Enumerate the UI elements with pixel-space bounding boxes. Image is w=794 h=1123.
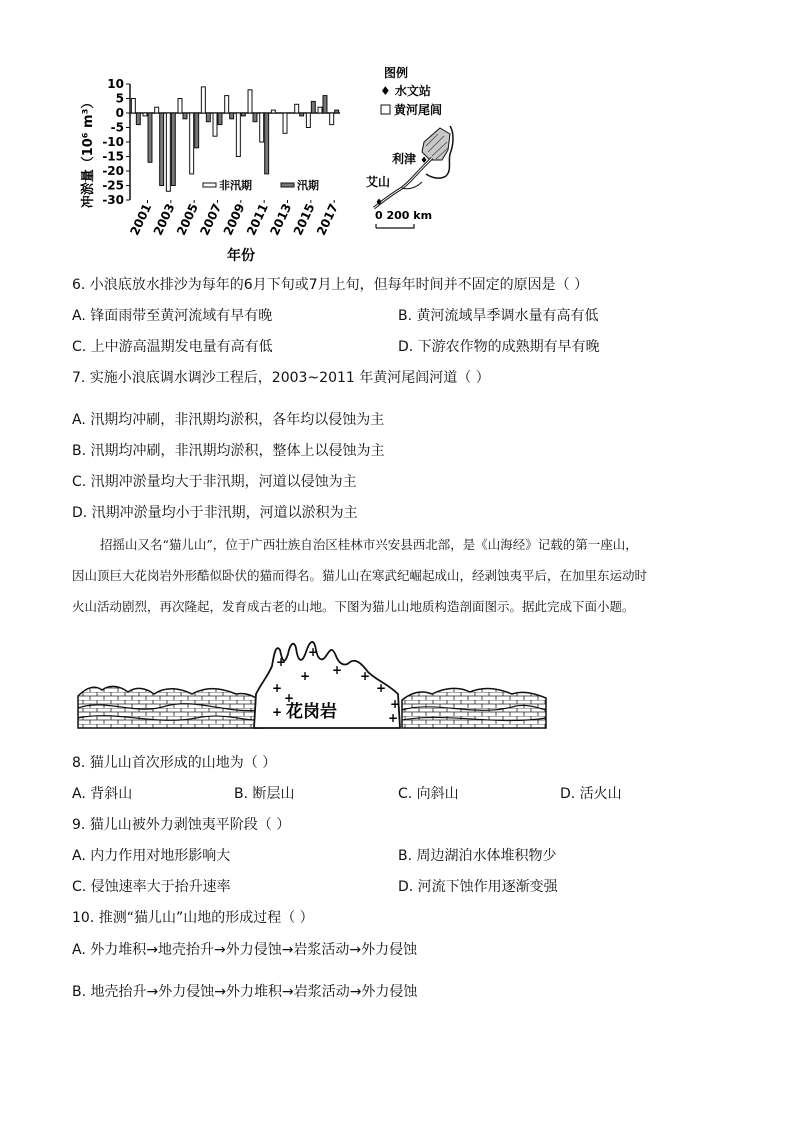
bar-nonflood [236, 113, 240, 157]
y-tick-label: 10 [107, 77, 124, 91]
y-tick-label: -5 [110, 120, 124, 135]
legend-nonflood-label: 非汛期 [219, 179, 252, 192]
bar-nonflood [248, 90, 252, 113]
q6-option-a[interactable]: A. 锋面雨带至黄河流域有早有晚 [72, 308, 273, 324]
bar-flood [183, 113, 187, 119]
map-legend-reach-swatch [381, 105, 390, 114]
q7-option-a[interactable]: A. 汛期均冲刷，非汛期均淤积，各年均以侵蚀为主 [72, 412, 385, 428]
chart-legend [203, 178, 319, 192]
strata-right [402, 688, 546, 728]
bar-flood [265, 113, 269, 174]
q10-option-a[interactable]: A. 外力堆积→地壳抬升→外力侵蚀→岩浆活动→外力侵蚀 [72, 942, 418, 958]
bar-flood [195, 113, 199, 148]
map-label-lijin: 利津 [392, 152, 417, 166]
granite-cross-mark: + [332, 663, 343, 677]
q7-stem: 7. 实施小浪底调水调沙工程后，2003~2011 年黄河尾闾河道（ ） [72, 370, 490, 386]
bar-nonflood [318, 107, 322, 113]
q6-option-d[interactable]: D. 下游农作物的成熟期有早有晚 [398, 339, 600, 355]
bar-nonflood [131, 99, 135, 114]
bar-nonflood [201, 87, 205, 113]
granite-label: 花岗岩 [286, 702, 337, 722]
bar-nonflood [330, 113, 334, 125]
bar-nonflood [283, 113, 287, 133]
station-diamond-aishan: ♦ [375, 198, 384, 208]
q9-option-d[interactable]: D. 河流下蚀作用逐渐变强 [398, 879, 558, 895]
bar-nonflood [295, 104, 299, 113]
x-tick-label: 2003 [150, 201, 178, 238]
chart-ylabel: 冲淤量（10⁶ m³） [81, 95, 96, 209]
x-tick-label: 2005 [174, 201, 201, 238]
x-tick-label: 2001 [127, 201, 155, 238]
sediment-bar-chart [72, 62, 362, 272]
intro-line-3: 火山活动剧烈，再次隆起，发育成古老的山地。下图为猫儿山地质构造剖面图示。据此完成下面小题。 [72, 599, 635, 614]
yellow-river-tail-map [362, 62, 472, 232]
bar-nonflood [225, 96, 229, 113]
y-tick-label: -10 [102, 135, 124, 149]
bar-nonflood [213, 113, 217, 136]
strata-left [78, 686, 262, 728]
bar-nonflood [143, 113, 147, 116]
q6-stem: 6. 小浪底放水排沙为每年的6月下旬或7月上旬，但每年时间并不固定的原因是（ ） [72, 277, 589, 293]
granite-cross-mark: + [308, 645, 319, 659]
q8-option-b[interactable]: B. 断层山 [234, 786, 295, 802]
granite-cross-mark: + [376, 681, 387, 695]
granite-cross-mark: + [360, 669, 371, 683]
q6-option-b[interactable]: B. 黄河流域旱季调水量有高有低 [398, 308, 599, 324]
bar-flood [311, 101, 315, 113]
granite-cross-mark: + [272, 681, 283, 695]
y-tick-label: 0 [115, 106, 124, 120]
granite-cross-mark: + [284, 691, 295, 705]
q8-option-d[interactable]: D. 活火山 [560, 786, 622, 802]
map-label-aishan: 艾山 [366, 175, 391, 189]
bar-flood [230, 113, 234, 119]
bar-nonflood [271, 110, 275, 113]
bar-flood [206, 113, 210, 122]
legend-flood-label: 汛期 [297, 179, 319, 192]
bar-flood [241, 113, 245, 116]
x-tick-label: 2011 [244, 201, 271, 238]
x-tick-label: 2015 [290, 201, 318, 238]
bar-nonflood [178, 99, 182, 114]
q10-stem: 10. 推测“猫儿山”山地的形成过程（ ） [72, 910, 314, 926]
map-legend-title: 图例 [384, 66, 409, 80]
station-diamond-lijin: ♦ [420, 156, 429, 166]
intro-line-2: 因山顶巨大花岗岩外形酷似卧伏的猫而得名。猫儿山在寒武纪崛起成山，经剥蚀夷平后，在加里东运动时 [72, 568, 648, 583]
bar-flood [335, 110, 339, 113]
scale-label: 0 200 km [375, 209, 433, 222]
bar-nonflood [155, 107, 159, 113]
y-tick-label: -20 [102, 164, 124, 178]
granite-cross-mark: + [272, 705, 283, 719]
granite-cross-mark: + [390, 697, 401, 711]
y-tick-label: 5 [115, 91, 124, 106]
granite-cross-mark: + [276, 655, 287, 669]
granite-cross-mark: + [300, 669, 311, 683]
q7-option-d[interactable]: D. 汛期冲淤量均小于非汛期，河道以淤积为主 [72, 505, 358, 521]
bar-nonflood [166, 113, 170, 191]
bar-nonflood [306, 113, 310, 128]
bar-flood [218, 113, 222, 125]
chart-xticks [127, 200, 340, 238]
chart-bars [131, 87, 338, 191]
x-tick-label: 2013 [267, 201, 295, 238]
q7-option-b[interactable]: B. 汛期均冲刷，非汛期均淤积，整体上以侵蚀为主 [72, 443, 385, 459]
bar-flood [160, 113, 164, 186]
bar-flood [253, 113, 257, 122]
scale-bar [376, 224, 414, 228]
bar-nonflood [190, 113, 194, 174]
intro-line-1: 招摇山又名“猫儿山”，位于广西壮族自治区桂林市兴安县西北部，是《山海经》记载的第一座山， [100, 537, 638, 552]
q8-stem: 8. 猫儿山首次形成的山地为（ ） [72, 755, 277, 771]
q8-option-a[interactable]: A. 背斜山 [72, 786, 133, 802]
q9-stem: 9. 猫儿山被外力剥蚀夷平阶段（ ） [72, 817, 291, 833]
granite-cross-mark: + [388, 711, 399, 725]
y-tick-label: -30 [102, 193, 124, 207]
bar-flood [171, 113, 175, 186]
bar-nonflood [260, 113, 264, 142]
q10-option-b[interactable]: B. 地壳抬升→外力侵蚀→外力堆积→岩浆活动→外力侵蚀 [72, 984, 418, 1000]
bar-flood [148, 113, 152, 162]
y-tick-label: -15 [102, 149, 124, 164]
map-legend-station: ♦ 水文站 [380, 84, 431, 98]
x-tick-label: 2017 [314, 201, 341, 238]
map-legend-reach: 黄河尾闾 [394, 103, 443, 117]
q9-option-b[interactable]: B. 周边湖泊水体堆积物少 [398, 848, 557, 864]
q6-option-c[interactable]: C. 上中游高温期发电量有高有低 [72, 339, 273, 355]
q9-option-c[interactable]: C. 侵蚀速率大于抬升速率 [72, 879, 231, 895]
q7-option-c[interactable]: C. 汛期冲淤量均大于非汛期，河道以侵蚀为主 [72, 474, 357, 490]
y-tick-label: -25 [102, 178, 124, 193]
x-tick-label: 2009 [220, 201, 248, 238]
q9-option-a[interactable]: A. 内力作用对地形影响大 [72, 848, 231, 864]
geologic-cross-section [76, 636, 548, 730]
bar-flood [323, 96, 327, 113]
x-tick-label: 2007 [197, 201, 225, 238]
q8-option-c[interactable]: C. 向斜山 [398, 786, 459, 802]
bar-flood [136, 113, 140, 125]
bar-flood [300, 113, 304, 116]
chart-xlabel: 年份 [227, 248, 255, 264]
